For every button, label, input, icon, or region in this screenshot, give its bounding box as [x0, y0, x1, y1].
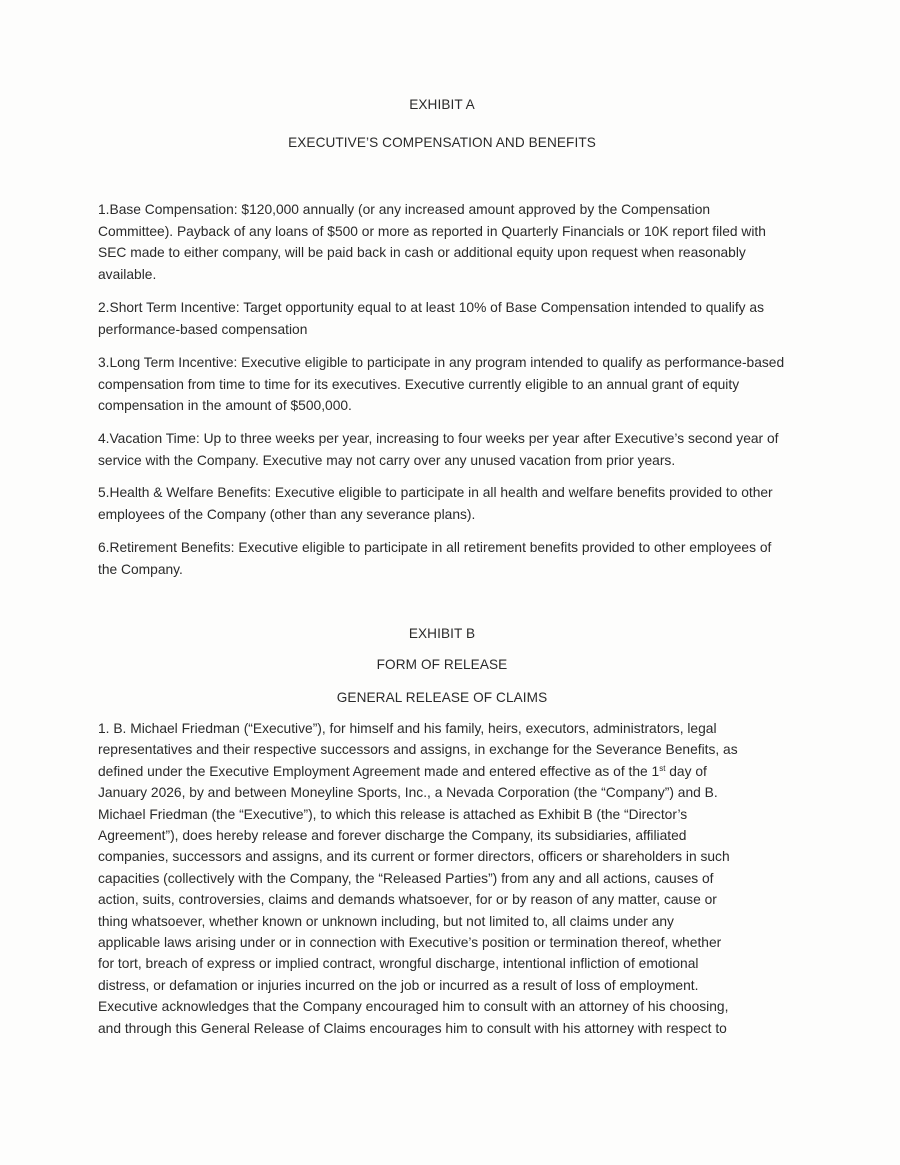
release-line: Executive acknowledges that the Company encouraged him to consult with an attorney of his choosing,: [98, 999, 729, 1015]
release-line: representatives and their respective successors and assigns, in exchange for the Severance Benefits, as: [98, 742, 738, 758]
release-paragraph: [98, 718, 788, 1039]
exhibit-b-title: EXHIBIT B: [408, 626, 476, 641]
release-line: thing whatsoever, whether known or unknown including, but not limited to, all claims under any: [98, 913, 674, 929]
release-line: Michael Friedman (the “Executive”), to which this release is attached as Exhibit B (the “Director’s: [98, 806, 688, 822]
release-line: January 2026, by and between Moneyline Sports, Inc., a Nevada Corporation (the “Company”) and B.: [98, 785, 718, 801]
item-long-term-incentive: 3.Long Term Incentive: Executive eligible to participate in any program intended to qualify as performance-based compensation from time to time for its executives. Executive currently eligible to an annual grant of equity compensation in the amount of $500,000.: [98, 355, 785, 414]
release-line: companies, successors and assigns, and its current or former directors, officers or shareholders in such: [98, 849, 730, 865]
item-retirement-benefits: 6.Retirement Benefits: Executive eligible to participate in all retirement benefits provided to other employees of the Company.: [98, 540, 772, 577]
release-line: 1. B. Michael Friedman (“Executive”), for himself and his family, heirs, executors, administrators, legal: [98, 721, 717, 736]
release-line-text: defined under the Executive Employment Agreement made and entered effective as of the 1: [98, 763, 660, 779]
release-line: applicable laws arising under or in connection with Executive’s position or termination thereof, whether: [98, 935, 722, 951]
exhibit-a-title: EXHIBIT A: [409, 97, 475, 112]
release-line: capacities (collectively with the Company, the “Released Parties”) from any and all actions, causes of: [98, 870, 714, 886]
release-line: distress, or defamation or injuries incurred on the job or incurred as a result of loss of employment.: [98, 977, 699, 993]
release-line: and through this General Release of Claims encourages him to consult with his attorney with respect to: [98, 1020, 727, 1036]
release-line: for tort, breach of express or implied contract, wrongful discharge, intentional infliction of emotional: [98, 956, 699, 972]
item-short-term-incentive: 2.Short Term Incentive: Target opportunity equal to at least 10% of Base Compensation intended to qualify as performance-based compensation: [98, 300, 764, 337]
ordinal-superscript: st: [659, 763, 666, 773]
release-line-with-superscript: [98, 761, 788, 782]
exhibit-a-subtitle: EXECUTIVE’S COMPENSATION AND BENEFITS: [288, 135, 596, 150]
release-line-tail: day of: [665, 763, 707, 779]
release-line: Agreement”), does hereby release and forever discharge the Company, its subsidiaries, affiliated: [98, 828, 687, 844]
item-health-welfare-benefits: 5.Health & Welfare Benefits: Executive eligible to participate in all health and welfare benefits provided to other employees of the Company (other than any severance plans).: [98, 485, 773, 522]
item-vacation-time: 4.Vacation Time: Up to three weeks per year, increasing to four weeks per year after Executive’s second year of service with the Company. Executive may not carry over any unused vacation from prior years.: [98, 431, 779, 468]
general-release-title: GENERAL RELEASE OF CLAIMS: [336, 690, 548, 705]
form-of-release-title: FORM OF RELEASE: [376, 657, 508, 672]
item-base-compensation: 1.Base Compensation: $120,000 annually (or any increased amount approved by the Compensation Committee). Payback of any loans of $500 or more as reported in Quarterly Financials or 10K report filed with SEC made to either company, will be paid back in cash or additional equity upon request when reasonably available.: [98, 202, 766, 282]
release-line: action, suits, controversies, claims and demands whatsoever, for or by reason of any matter, cause or: [98, 892, 717, 908]
